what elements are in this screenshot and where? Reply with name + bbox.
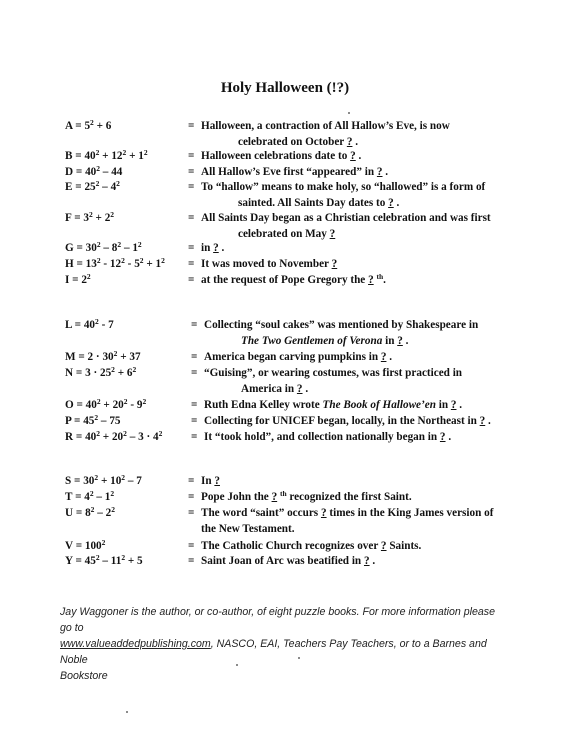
clue-expression: $100^2$ <box>84 538 106 552</box>
equals-sign: = <box>191 319 198 331</box>
clue-text-line: celebrated on October ? . <box>238 136 359 148</box>
equals-sign: = <box>191 367 198 379</box>
equals-sign: = <box>188 475 195 487</box>
equals-sign: = <box>188 555 195 567</box>
clue-letter: F <box>65 212 72 224</box>
clue-letter-expression: $Y = 45^2 - 11^2 + 5$ <box>65 553 143 567</box>
clue-letter: S <box>65 475 72 487</box>
equals-sign: = <box>188 212 195 224</box>
equals-sign: = <box>188 120 195 132</box>
ordinal-suffix: th <box>279 489 287 498</box>
clue-expression: $30^2 - 8^2 - 1^2$ <box>85 240 142 254</box>
answer-blank: ? <box>450 399 457 411</box>
clue-letter-expression: $A = 5^2 + 6$ <box>65 118 112 132</box>
clue-expression-exponent: 2 <box>139 256 144 265</box>
clue-text-line: America in ? . <box>241 383 309 395</box>
clue-expression-exponent: 2 <box>111 505 115 514</box>
clue-expression-exponent: 2 <box>96 240 101 249</box>
clue-letter-expression: $I = 2^2$ <box>65 272 91 286</box>
answer-blank: ? <box>350 150 356 162</box>
author-footer <box>60 604 500 684</box>
clue-letter-expression: $V = 100^2$ <box>65 538 106 552</box>
clue-text-line: Collecting for UNICEF began, locally, in the Northeast in ? . <box>204 415 491 427</box>
answer-blank: ? <box>329 228 336 240</box>
clue-expression-exponent: 2 <box>158 429 163 438</box>
answer-blank: ? <box>479 415 486 427</box>
clue-text-line: The Catholic Church recognizes over ? Saints. <box>201 540 422 552</box>
clue-expression-exponent: 2 <box>94 413 99 422</box>
clue-text-line: in ? . <box>201 242 225 254</box>
clue-text-line: In ? <box>201 475 220 487</box>
clue-expression-exponent: 2 <box>122 148 127 157</box>
equals-sign: = <box>188 242 195 254</box>
clue-expression-exponent: 2 <box>121 553 126 562</box>
clue-letter-expression: $E = 25^2 - 4^2$ <box>65 179 120 193</box>
clue-letter-expression: $D = 40^2 - 44$ <box>65 164 123 178</box>
clue-expression-exponent: 2 <box>101 538 106 547</box>
clue-expression-exponent: 2 <box>111 365 115 374</box>
scan-speck <box>298 657 300 659</box>
clue-letter-expression: $P = 45^2 - 75$ <box>65 413 121 427</box>
clue-expression: $40^2 + 12^2 + 1^2$ <box>84 148 148 162</box>
clue-expression-exponent: 2 <box>96 256 101 265</box>
clue-expression-exponent: 2 <box>96 164 100 173</box>
clue-expression: $40^2 - 7$ <box>83 317 114 331</box>
clue-letter-expression: $G = 30^2 - 8^2 - 1^2$ <box>65 240 142 254</box>
clue-text-line: Saint Joan of Arc was beatified in ? . <box>201 555 376 567</box>
equals-sign: = <box>188 166 195 178</box>
clue-text-line: All Hallow’s Eve first “appeared” in ? . <box>201 166 389 178</box>
clue-expression: $30^2 + 10^2 - 7$ <box>83 473 142 487</box>
clue-expression: $3^2 + 2^2$ <box>83 210 115 224</box>
clue-letter: I <box>65 274 70 286</box>
answer-blank: ? <box>363 555 370 567</box>
clue-expression-exponent: 2 <box>88 210 93 219</box>
clue-expression-exponent: 2 <box>96 397 101 406</box>
clue-expression-exponent: 2 <box>123 397 128 406</box>
equals-sign: = <box>188 540 195 552</box>
equals-sign: = <box>191 399 198 411</box>
footer-text-3: Bookstore <box>60 670 108 682</box>
answer-blank: ? <box>331 258 338 270</box>
clue-text-line: celebrated on May ? <box>238 228 336 240</box>
clue-expression: $2 \cdot 30^2 + 37$ <box>87 349 141 363</box>
clue-expression-exponent: 2 <box>90 118 94 127</box>
clue-letter: D <box>65 166 74 178</box>
clue-text-line: “Guising”, or wearing costumes, was first practiced in <box>204 367 463 379</box>
page-title: Holy Halloween (!?) <box>220 80 350 96</box>
answer-blank: ? <box>213 242 219 254</box>
clue-letter-expression: $R = 40^2 + 20^2 - 3 \cdot 4^2$ <box>65 429 163 443</box>
clue-expression: $3 \cdot 25^2 + 6^2$ <box>85 365 137 379</box>
clue-letter: M <box>65 351 76 363</box>
equals-sign: = <box>191 431 198 443</box>
clue-text-line: America began carving pumpkins in ? . <box>204 351 393 363</box>
clue-expression-exponent: 2 <box>121 256 125 265</box>
clue-letter-expression: $S = 30^2 + 10^2 - 7$ <box>65 473 142 487</box>
clue-expression-exponent: 2 <box>132 365 137 374</box>
clue-expression-exponent: 2 <box>121 473 126 482</box>
answer-blank: ? <box>380 351 387 363</box>
equals-sign: = <box>191 415 198 427</box>
clue-text-line: Pope John the ? $^{th}$ recognized the first Saint. <box>201 489 412 503</box>
answer-blank: ? <box>439 431 446 443</box>
clue-letter-expression: $O = 40^2 + 20^2 - 9^2$ <box>65 397 147 411</box>
clue-text-line: The word “saint” occurs ? times in the King James version of <box>201 507 494 519</box>
clue-text-line: To “hallow” means to make holy, so “hallowed” is a form of <box>201 181 486 193</box>
clue-expression-exponent: 2 <box>123 429 127 438</box>
clue-expression-exponent: 2 <box>113 349 118 358</box>
clue-letter: V <box>65 540 73 552</box>
answer-blank: ? <box>376 166 383 178</box>
clue-expression-exponent: 2 <box>110 489 115 498</box>
clue-expression-exponent: 2 <box>110 210 115 219</box>
clue-text-line: All Saints Day began as a Christian celebration and was first <box>201 212 491 224</box>
answer-blank: ? <box>388 197 394 209</box>
clue-text-line: It “took hold”, and collection nationally began in ? . <box>204 431 452 443</box>
clue-expression: $2^2$ <box>81 272 91 286</box>
ordinal-suffix: th <box>376 272 384 281</box>
clue-letter-expression: $B = 40^2 + 12^2 + 1^2$ <box>65 148 148 162</box>
clue-expression: $45^2 - 11^2 + 5$ <box>84 553 143 567</box>
clue-letter: Y <box>65 555 73 567</box>
clue-text-line: The Two Gentlemen of Verona in ? . <box>241 335 409 347</box>
answer-blank: ? <box>368 274 374 286</box>
clue-expression-exponent: 2 <box>142 397 147 406</box>
footer-text-1: Jay Waggoner is the author, or co-author, of eight puzzle books. For more information please go to <box>60 606 495 634</box>
clue-expression-exponent: 2 <box>161 256 165 265</box>
clue-expression: $4^2 - 1^2$ <box>84 489 115 503</box>
clue-text-line: Halloween celebrations date to ? . <box>201 150 362 162</box>
clue-letter-expression: $H = 13^2 - 12^2 - 5^2 + 1^2$ <box>65 256 165 270</box>
book-title: The Book of Hallowe’en <box>322 399 436 411</box>
clue-expression-exponent: 2 <box>137 240 142 249</box>
clue-expression-exponent: 2 <box>95 179 100 188</box>
clue-expression-exponent: 2 <box>95 553 100 562</box>
clue-letter: H <box>65 258 74 270</box>
scan-speck <box>126 711 128 713</box>
answer-blank: ? <box>320 507 327 519</box>
clue-letter-expression: $T = 4^2 - 1^2$ <box>65 489 115 503</box>
clue-expression-exponent: 2 <box>96 429 100 438</box>
clue-expression-exponent: 2 <box>89 489 94 498</box>
answer-blank: ? <box>214 475 220 487</box>
clue-text-line: Halloween, a contraction of All Hallow’s Eve, is now <box>201 120 450 132</box>
clue-letter: E <box>65 181 73 193</box>
clue-letter-expression: $L = 40^2 - 7$ <box>65 317 114 331</box>
equals-sign: = <box>188 507 195 519</box>
answer-blank: ? <box>346 136 353 148</box>
clue-text-line: sainted. All Saints Day dates to ? . <box>238 197 400 209</box>
clue-text-line: It was moved to November ? <box>201 258 338 270</box>
clue-expression: $8^2 - 2^2$ <box>85 505 115 519</box>
clue-letter: L <box>65 319 72 331</box>
equals-sign: = <box>188 274 195 286</box>
clue-expression: $45^2 - 75$ <box>83 413 121 427</box>
clue-letter: A <box>65 120 73 132</box>
clue-letter-expression: $F = 3^2 + 2^2$ <box>65 210 115 224</box>
clue-letter-expression: $M = 2 \cdot 30^2 + 37$ <box>65 349 141 363</box>
clue-expression-exponent: 2 <box>95 317 99 326</box>
clue-letter: O <box>65 399 74 411</box>
scan-speck <box>236 664 238 666</box>
equals-sign: = <box>188 150 195 162</box>
answer-blank: ? <box>271 491 278 503</box>
book-title: The Two Gentlemen of Verona <box>241 335 383 347</box>
clue-letter: T <box>65 491 73 503</box>
clue-expression-exponent: 2 <box>95 148 100 157</box>
clue-expression: $40^2 + 20^2 - 3 \cdot 4^2$ <box>85 429 163 443</box>
clue-text-line: Ruth Edna Kelley wrote The Book of Hallowe’en in ? . <box>204 399 463 411</box>
clue-expression-exponent: 2 <box>86 272 91 281</box>
answer-blank: ? <box>397 335 403 347</box>
clue-expression-exponent: 2 <box>143 148 148 157</box>
clue-letter: R <box>65 431 74 443</box>
footer-text-2: , NASCO, EAI, Teachers Pay Teachers, or to a Barnes and Noble <box>60 638 487 666</box>
clue-text-line: at the request of Pope Gregory the ? $^{th}$. <box>201 272 386 286</box>
answer-blank: ? <box>380 540 387 552</box>
clue-text-line: Collecting “soul cakes” was mentioned by Shakespeare in <box>204 319 479 331</box>
clue-expression: $5^2 + 6$ <box>84 118 112 132</box>
clue-expression: $25^2 - 4^2$ <box>84 179 120 193</box>
clue-letter: U <box>65 507 74 519</box>
clue-letter: G <box>65 242 74 254</box>
clue-expression-exponent: 2 <box>90 505 95 514</box>
clue-expression: $40^2 - 44$ <box>85 164 123 178</box>
clue-expression-exponent: 2 <box>94 473 99 482</box>
clue-letter: P <box>65 415 72 427</box>
scan-speck <box>348 112 350 114</box>
clue-text-line: the New Testament. <box>201 523 295 535</box>
clue-letter-expression: $U = 8^2 - 2^2$ <box>65 505 115 519</box>
clue-letter: N <box>65 367 74 379</box>
clue-expression-exponent: 2 <box>116 179 120 188</box>
equals-sign: = <box>188 181 195 193</box>
clue-expression: $13^2 - 12^2 - 5^2 + 1^2$ <box>85 256 165 270</box>
answer-blank: ? <box>296 383 303 395</box>
clue-letter-expression: $N = 3 \cdot 25^2 + 6^2$ <box>65 365 137 379</box>
publisher-link[interactable]: www.valueaddedpublishing.com <box>60 638 211 650</box>
clue-expression-exponent: 2 <box>117 240 122 249</box>
clue-letter: B <box>65 150 73 162</box>
equals-sign: = <box>191 351 198 363</box>
clue-expression: $40^2 + 20^2 - 9^2$ <box>85 397 147 411</box>
equals-sign: = <box>188 258 195 270</box>
equals-sign: = <box>188 491 195 503</box>
